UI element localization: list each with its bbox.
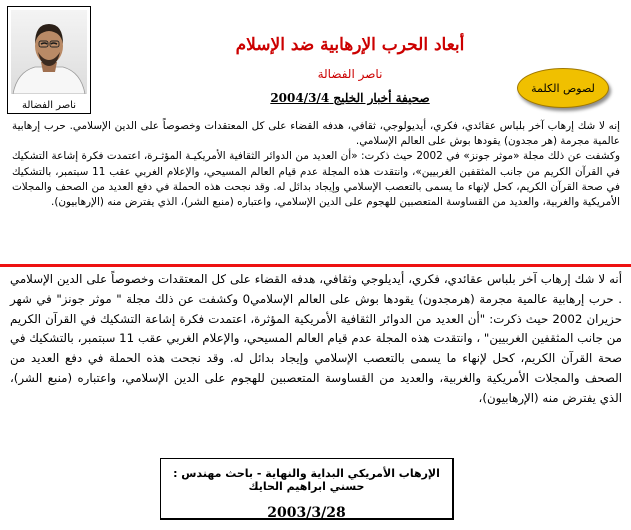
article-source: صحيفة أخبار الخليج 2004/3/4: [270, 91, 430, 105]
author-photo-frame: [7, 6, 91, 114]
article-bottom-text: أنه لا شك إرهاب آخر بلباس عقائدي، فكري، أيديلوجي وثقافي، هدفه القضاء على كل المعتقدات وخصوصاً على الدين الإسلامي . حرب إرهابية عالمية مجرمة (هرمجدون) يقودها بوش على العالم الإسلامي0 وكشفت عن ذلك مجلة " موثر جونز" في شهر حزيران 2002 حيث ذكرت: "أن العديد من الدوائر الثقافية الأمريكية المؤثرة، اعتمدت فكرة إشاعة التشكيك في القرآن الكريم من جانب المثقفين الغربيين" ، وانتقدت هذه المجلة عدم قيام العالم المسيحي، والإعلام الغربي عقب 11 سبتمبر، بالتشكيك في صحة القرآن الكريم، كحل لإنهاء ما يسمى بالتعصب الإسلامي وإيجاد بدائل له. وقد نجحت هذه الحملة في دفع العديد من الصحف والمجلات الأمريكية والغربية، والعديد من القساوسة المتعصبين للهجوم على الدين الإسلامي، واعتباره (منبع الشر)، الذي يفترض منه (الإرهابيون)،: [10, 272, 622, 405]
article-top-text: [12, 119, 620, 210]
signature-date: 2003/3/28: [267, 505, 346, 521]
section-divider: [0, 264, 631, 267]
article-top-paragraph: إنه لا شك إرهاب آخر بلباس عقائدي، فكري، أيديولوجي، ثقافي، هدفه القضاء على كل المعتقدات وخصوصاً على الدين الإسلامي. حرب إرهابية عالمية مجرمة (هر مجدون) يقودها بوش على العالم الإسلامي.: [12, 120, 620, 148]
signature-line: الإرهاب الأمريكي البداية والنهاية - باحث مهندس : حسني ابراهيم الحايك: [173, 467, 440, 493]
signature-box: [160, 458, 454, 520]
article-top-paragraph: وكشفت عن ذلك مجلة «موثر جونز» في 2002 حيث ذكرت: «أن العديد من الدوائر الثقافية الأمريكيـة المؤثـرة، اعتمدت فكرة إشاعة التشكيك في القرآن الكريم من جانب المثقفين الغربيين»، وانتقدت هذه المجلة عدم قيام العالم المسيحي، والإعلام الغربي عقب 11 سبتمبر، بالتشكيك في صحة القرآن الكريم، كحل لإنهاء ما يسمى بالتعصب الإسلامي وإيجاد بدائل له. وقد نجحت هذه الحملة في دفع العديد من الصحف والمجلات الأمريكية والغربية، والعديد من القساوسة المتعصبين للهجوم على الدين الإسلامي، واعتباره (منبع الشر)، الذي يفترض منه (الإرهابيون).: [12, 150, 620, 209]
author-portrait-icon: [11, 10, 87, 94]
photo-caption: ناصر الفضالة: [21, 100, 77, 111]
article-author: ناصر الفضالة: [317, 67, 383, 81]
article-title: أبعاد الحرب الإرهابية ضد الإسلام: [235, 35, 465, 55]
category-badge: لصوص الكلمة: [517, 68, 609, 108]
